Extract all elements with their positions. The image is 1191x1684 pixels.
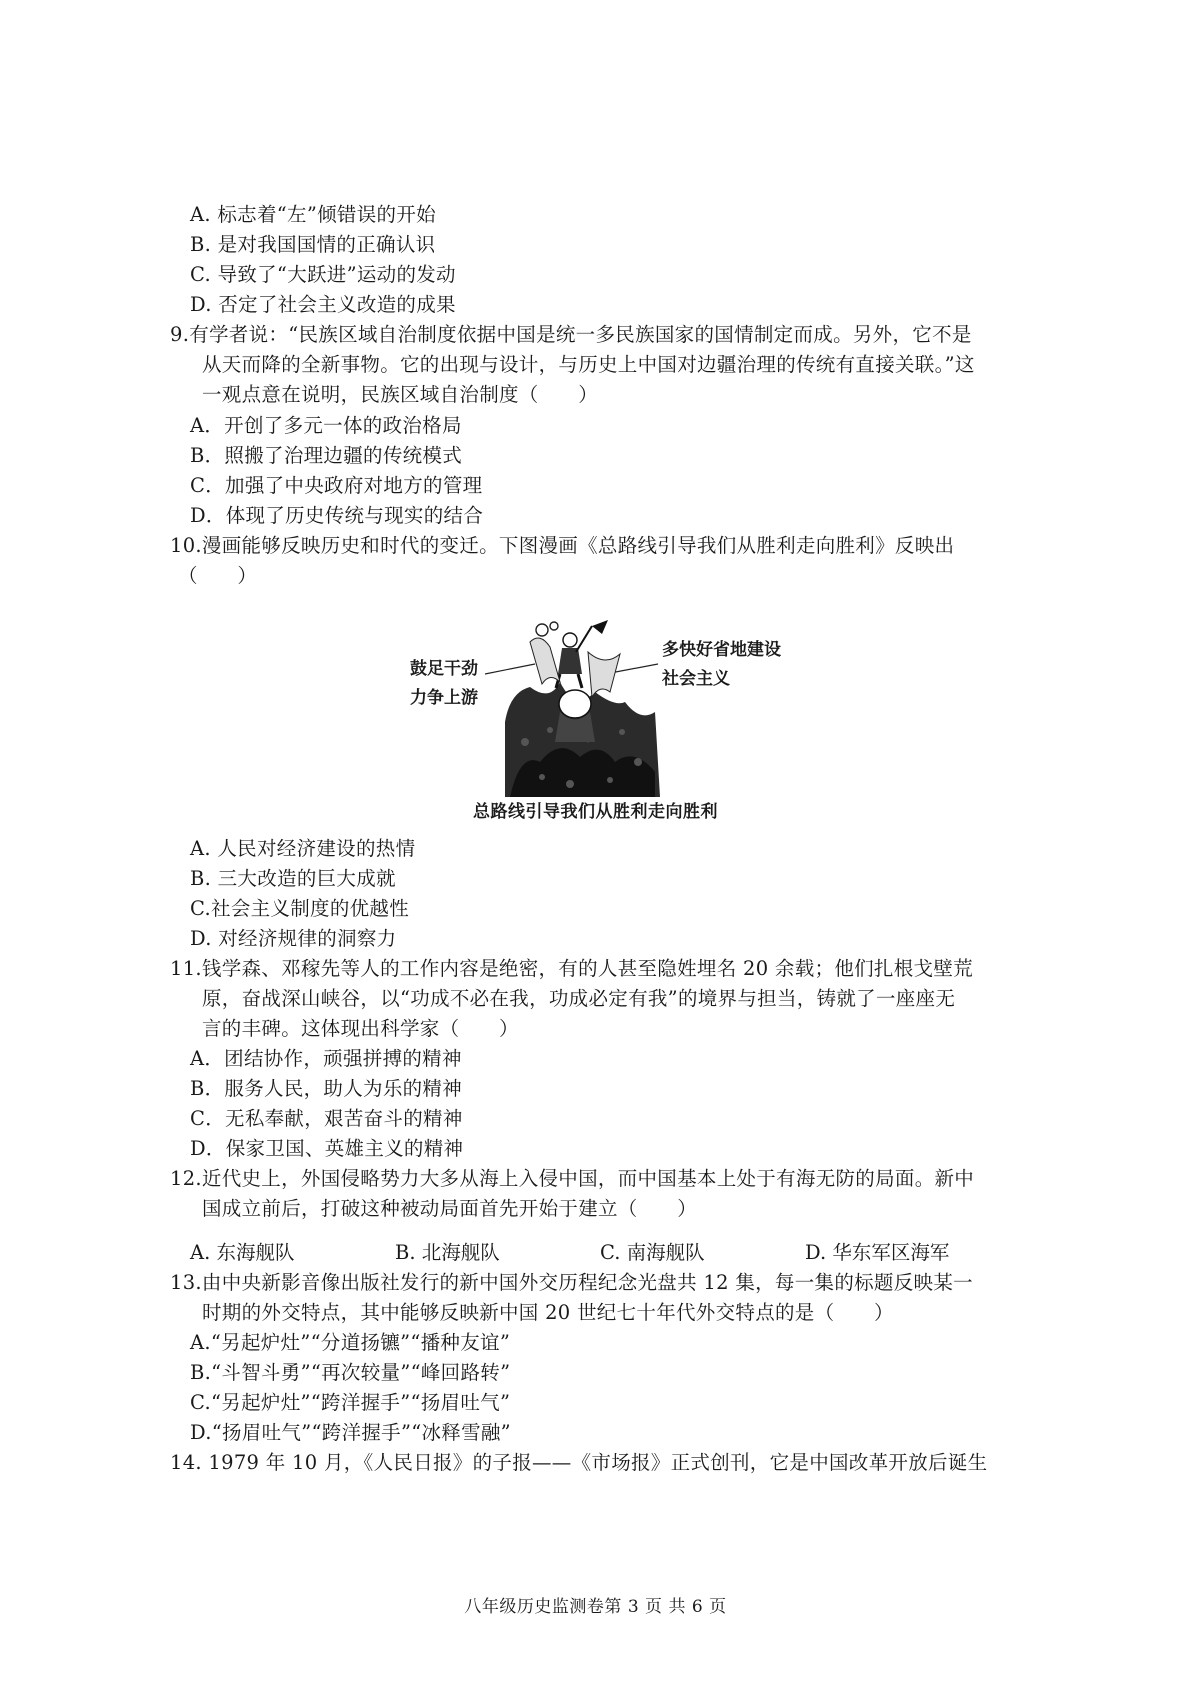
q13-stem-line1: 13.由中央新影音像出版社发行的新中国外交历程纪念光盘共 12 集，每一集的标题反映某一 — [170, 1271, 973, 1294]
q11-option-b: B．服务人民，助人为乐的精神 — [190, 1077, 463, 1100]
q12-option-b: B. 北海舰队 — [395, 1241, 500, 1264]
cartoon-right-label-1: 多快好省地建设 — [662, 640, 781, 660]
cartoon-caption: 总路线引导我们从胜利走向胜利 — [473, 802, 718, 822]
q11-option-d: D．保家卫国、英雄主义的精神 — [190, 1137, 464, 1160]
q12-option-d: D. 华东军区海军 — [805, 1241, 950, 1264]
q9-stem-line2: 从天而降的全新事物。它的出现与设计，与历史上中国对边疆治理的传统有直接关联。”这 — [202, 353, 975, 376]
q9-stem-line3: 一观点意在说明，民族区域自治制度（ ） — [202, 383, 599, 406]
q9-option-d: D．体现了历史传统与现实的结合 — [190, 504, 484, 527]
q12-option-a: A. 东海舰队 — [190, 1241, 295, 1264]
q9-stem-line1: 9.有学者说：“民族区域自治制度依据中国是统一多民族国家的国情制定而成。另外，它不是 — [170, 323, 972, 346]
q13-stem-line2: 时期的外交特点，其中能够反映新中国 20 世纪七十年代外交特点的是（ ） — [202, 1301, 894, 1324]
q14-stem-line1: 14. 1979 年 10 月，《人民日报》的子报——《市场报》正式创刊，它是中国改革开放后诞生 — [170, 1451, 988, 1474]
q13-option-d: D.“扬眉吐气”“跨洋握手”“冰释雪融” — [190, 1421, 511, 1444]
q8-option-b: B. 是对我国国情的正确认识 — [190, 233, 436, 256]
q10-option-d: D. 对经济规律的洞察力 — [190, 927, 397, 950]
cartoon-right-label-2: 社会主义 — [662, 669, 730, 689]
q8-option-a: A. 标志着“左”倾错误的开始 — [190, 203, 436, 226]
q9-option-a: A．开创了多元一体的政治格局 — [190, 414, 462, 437]
q10-option-a: A. 人民对经济建设的热情 — [190, 837, 416, 860]
q9-option-c: C．加强了中央政府对地方的管理 — [190, 474, 483, 497]
q10-stem-line1: 10.漫画能够反映历史和时代的变迁。下图漫画《总路线引导我们从胜利走向胜利》反映出 — [170, 534, 955, 557]
cartoon-left-label-1: 鼓足干劲 — [410, 659, 478, 679]
q11-stem-line2: 原，奋战深山峡谷，以“功成不必在我，功成必定有我”的境界与担当，铸就了一座座无 — [202, 987, 956, 1010]
q11-stem-line1: 11.钱学森、邓稼先等人的工作内容是绝密，有的人甚至隐姓埋名 20 余载；他们扎根戈壁荒 — [170, 957, 973, 980]
q12-stem-line2: 国成立前后，打破这种被动局面首先开始于建立（ ） — [202, 1197, 698, 1220]
q11-option-c: C．无私奉献，艰苦奋斗的精神 — [190, 1107, 463, 1130]
q13-option-b: B.“斗智斗勇”“再次较量”“峰回路转” — [190, 1361, 511, 1384]
cartoon-illustration — [410, 612, 740, 797]
q12-stem-line1: 12.近代史上，外国侵略势力大多从海上入侵中国，而中国基本上处于有海无防的局面。新中 — [170, 1167, 975, 1190]
q10-stem-line2: （ ） — [178, 564, 258, 587]
q11-stem-line3: 言的丰碑。这体现出科学家（ ） — [202, 1017, 519, 1040]
q8-option-c: C. 导致了“大跃进”运动的发动 — [190, 263, 456, 286]
q13-option-a: A.“另起炉灶”“分道扬镳”“播种友谊” — [190, 1331, 511, 1354]
cartoon-left-label-2: 力争上游 — [410, 688, 478, 708]
q8-option-d: D. 否定了社会主义改造的成果 — [190, 293, 456, 316]
q12-option-c: C. 南海舰队 — [600, 1241, 705, 1264]
q10-option-b: B. 三大改造的巨大成就 — [190, 867, 396, 890]
page-footer: 八年级历史监测卷第 3 页 共 6 页 — [464, 1597, 727, 1617]
q13-option-c: C.“另起炉灶”“跨洋握手”“扬眉吐气” — [190, 1391, 511, 1414]
q10-option-c: C.社会主义制度的优越性 — [190, 897, 410, 920]
q11-option-a: A．团结协作，顽强拼搏的精神 — [190, 1047, 462, 1070]
q9-option-b: B．照搬了治理边疆的传统模式 — [190, 444, 463, 467]
